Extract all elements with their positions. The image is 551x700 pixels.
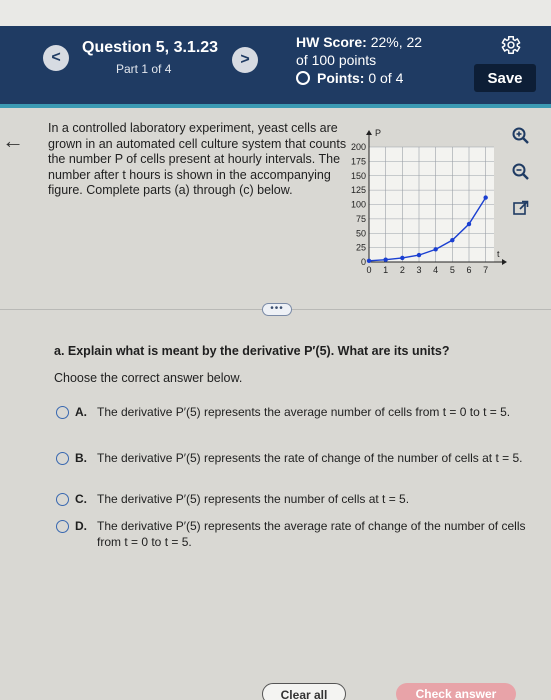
progress-ring-icon xyxy=(296,71,310,85)
top-bezel xyxy=(0,0,551,26)
part-a-question: a. Explain what is meant by the derivative P′(5). What are its units? xyxy=(54,344,450,358)
hw-score-value: 22%, 22 xyxy=(370,34,423,50)
y-tick-label: 150 xyxy=(350,170,366,181)
x-tick-label: 3 xyxy=(416,265,422,275)
save-button[interactable]: Save xyxy=(474,64,536,92)
answer-option-c[interactable] xyxy=(56,492,526,508)
open-figure-button[interactable] xyxy=(508,197,534,219)
y-tick-label: 200 xyxy=(350,142,366,152)
option-text: The derivative P′(5) represents the average rate of change of the number of cells from t = 0 to t = 5. xyxy=(97,519,526,549)
y-axis-label: P xyxy=(375,128,382,138)
back-arrow-icon[interactable]: ← xyxy=(2,128,24,153)
data-point xyxy=(383,258,387,262)
clear-all-button[interactable]: Clear all xyxy=(262,683,346,700)
header-accent-line xyxy=(0,104,551,108)
option-text: The derivative P′(5) represents the average number of cells from t = 0 to t = 5. xyxy=(97,405,511,419)
data-point xyxy=(467,222,471,226)
y-axis-arrow xyxy=(366,130,372,135)
x-tick-label: 7 xyxy=(483,265,489,275)
data-point xyxy=(417,253,421,257)
data-point xyxy=(433,247,437,251)
part-a-instruction: Choose the correct answer below. xyxy=(54,371,243,385)
option-text: The derivative P′(5) represents the number of cells at t = 5. xyxy=(97,492,410,506)
x-axis-label: t xyxy=(497,249,500,259)
question-header xyxy=(0,26,551,104)
points-value: 0 of 4 xyxy=(368,70,404,86)
hw-score xyxy=(296,33,422,69)
cell-growth-chart xyxy=(342,120,510,290)
option-letter: C. xyxy=(75,492,87,506)
external-link-icon xyxy=(512,199,530,217)
points-label: Points: xyxy=(317,70,365,86)
expand-more-button[interactable]: ••• xyxy=(262,303,292,316)
radio-button[interactable] xyxy=(56,520,69,533)
zoom-in-icon xyxy=(511,126,531,146)
previous-question-button[interactable] xyxy=(43,45,69,71)
answer-option-b[interactable] xyxy=(56,451,526,467)
chevron-left-icon: < xyxy=(51,49,61,66)
settings-button[interactable] xyxy=(496,30,526,60)
option-letter: A. xyxy=(75,405,87,419)
chevron-right-icon: > xyxy=(240,51,250,68)
problem-statement: In a controlled laboratory experiment, yeast cells are grown in an automated cell culture system that counts the number P of cells present at hourly intervals. The number after t hours is shown in the accompanying figure. Complete parts (a) through (c) below. xyxy=(48,121,347,198)
x-tick-label: 6 xyxy=(466,265,472,275)
option-letter: B. xyxy=(75,451,87,465)
radio-button[interactable] xyxy=(56,452,69,465)
check-answer-button[interactable]: Check answer xyxy=(396,683,516,700)
points-indicator xyxy=(296,70,403,86)
data-point xyxy=(483,195,487,199)
y-tick-label: 50 xyxy=(355,228,366,239)
y-tick-label: 125 xyxy=(350,185,366,196)
answer-option-d[interactable] xyxy=(56,519,526,550)
x-tick-label: 1 xyxy=(383,265,389,275)
question-title: Question 5, 3.1.23 xyxy=(82,39,219,56)
x-axis-arrow xyxy=(502,259,507,265)
option-letter: D. xyxy=(75,519,87,533)
data-point xyxy=(400,256,404,260)
option-text: The derivative P′(5) represents the rate of change of the number of cells at t = 5. xyxy=(97,451,523,465)
x-tick-label: 4 xyxy=(433,265,439,275)
zoom-out-button[interactable] xyxy=(508,161,534,183)
x-tick-label: 5 xyxy=(449,265,455,275)
x-tick-label: 0 xyxy=(366,265,372,275)
answer-option-a[interactable] xyxy=(56,405,526,421)
data-point xyxy=(450,238,454,242)
next-question-button[interactable] xyxy=(232,47,258,73)
radio-button[interactable] xyxy=(56,406,69,419)
chart-svg xyxy=(342,120,510,290)
hw-score-label: HW Score: xyxy=(296,34,367,50)
hw-score-total: of 100 points xyxy=(296,52,377,68)
x-tick-label: 2 xyxy=(399,265,405,275)
y-tick-label: 75 xyxy=(355,213,366,224)
part-indicator: Part 1 of 4 xyxy=(116,62,172,76)
y-tick-label: 0 xyxy=(360,257,366,267)
gear-icon xyxy=(500,34,522,56)
data-point xyxy=(367,259,371,263)
y-tick-label: 175 xyxy=(350,156,366,167)
y-tick-label: 100 xyxy=(350,199,366,210)
y-tick-label: 25 xyxy=(355,242,366,253)
zoom-in-button[interactable] xyxy=(508,125,534,147)
radio-button[interactable] xyxy=(56,493,69,506)
zoom-out-icon xyxy=(511,162,531,182)
